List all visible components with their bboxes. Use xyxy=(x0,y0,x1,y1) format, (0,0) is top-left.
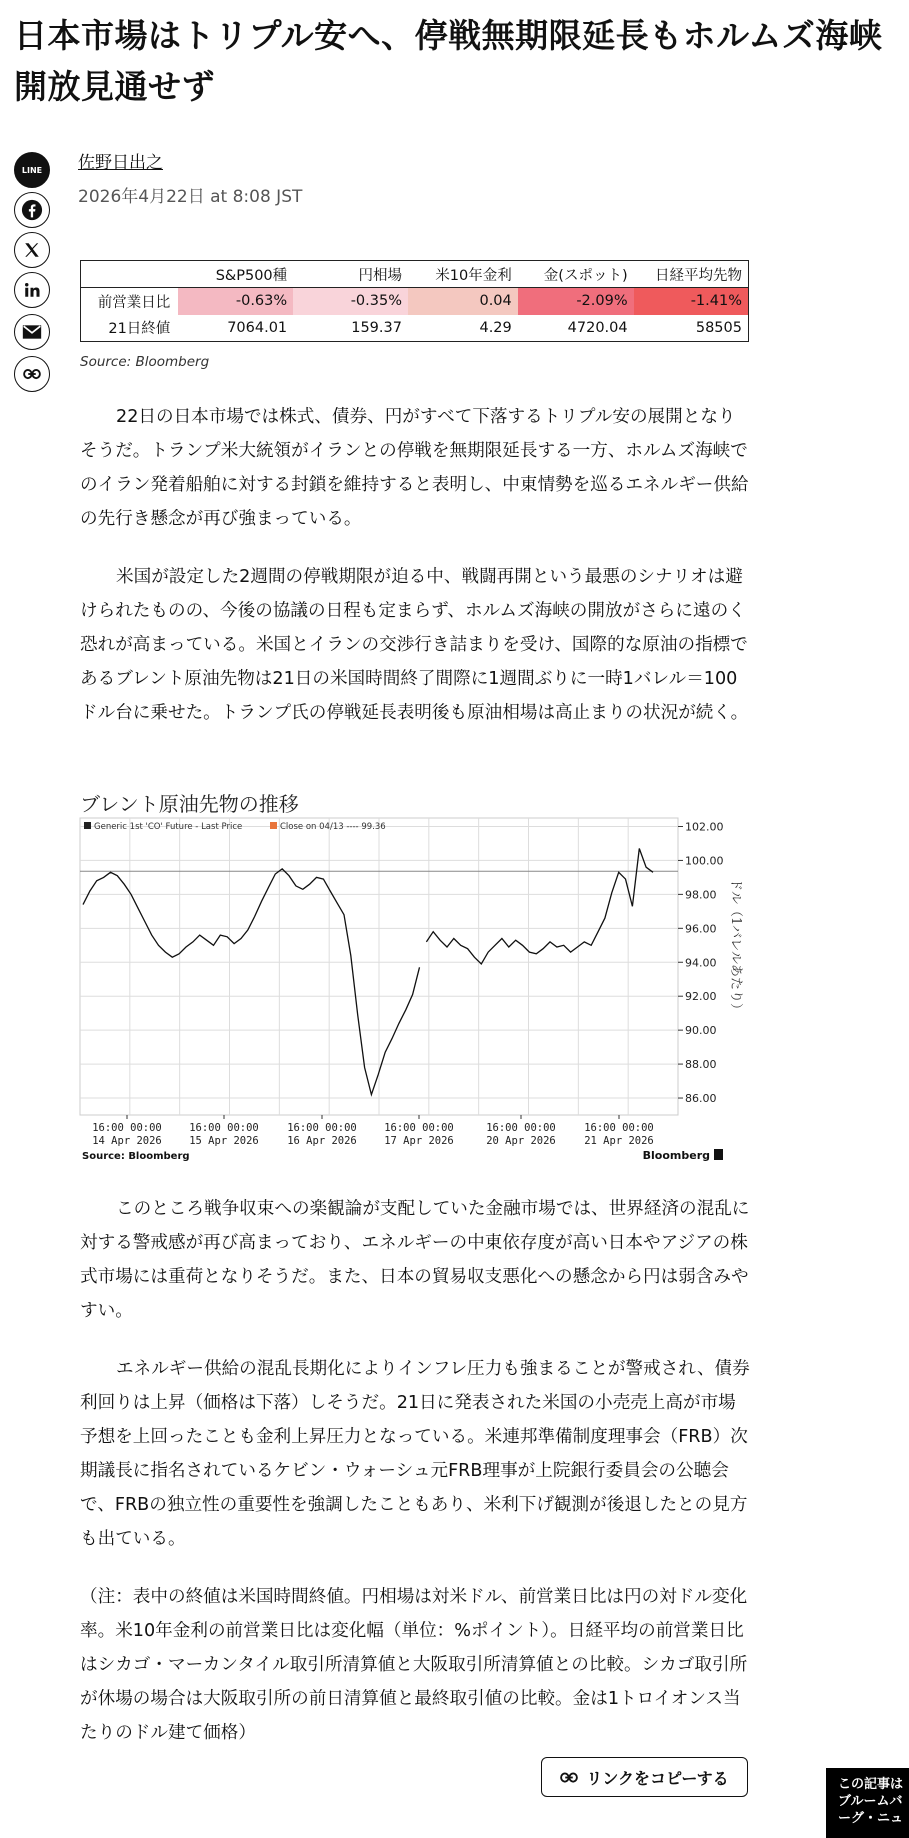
publish-date: 2026年4月22日 at 8:08 JST xyxy=(78,187,303,207)
market-quote-table xyxy=(80,260,749,342)
table-cell: 4.29 xyxy=(479,319,512,336)
table-header: S&P500種 xyxy=(178,261,293,288)
article-paragraph: 22日の日本市場では株式、債券、円がすべて下落するトリプル安の展開となりそうだ。トランプ米大統領がイランとの停戦を無期限延長する一方、ホルムズ海峡でのイラン発着船舶に対する封鎖を維持すると表明し、中東情勢を巡るエネルギー供給の先行き懸念が再び強まっている。 xyxy=(80,407,749,529)
author-link[interactable]: 佐野日出之 xyxy=(78,153,163,173)
share-line-button[interactable] xyxy=(14,152,50,188)
table-cell: -0.63% xyxy=(178,288,293,315)
table-header-row xyxy=(81,261,749,288)
article-paragraph: このところ戦争収束への楽観論が支配していた金融市場では、世界経済の混乱に対する警戒感が再び高まっており、エネルギーの中東依存度が高い日本やアジアの株式市場には重荷となりそうだ。また、日本の貿易収支悪化への懸念から円は弱含みやすい。 xyxy=(80,1199,750,1321)
share-link-button[interactable] xyxy=(14,356,50,392)
table-cell: -0.35% xyxy=(293,288,408,315)
brent-price-chart xyxy=(78,816,748,1169)
share-facebook-button[interactable] xyxy=(14,192,50,228)
y-tick-label: 102.00 xyxy=(685,820,724,834)
linkedin-icon xyxy=(23,281,41,299)
x-tick-time: 16:00 00:00 xyxy=(384,1122,454,1134)
share-email-button[interactable] xyxy=(14,314,50,350)
article-paragraph: 米国が設定した2週間の停戦期限が迫る中、戦闘再開という最悪のシナリオは避けられたものの、今後の協議の日程も定まらず、ホルムズ海峡の開放がさらに遠のく恐れが高まっている。米国とイランの交渉行き詰まりを受け、国際的な原油の指標であるブレント原油先物は21日の米国時間終了間際に1週間ぶりに一時1バレル＝100ドル台に乗せた。トランプ氏の停戦延長表明後も原油相場は高止まりの状況が続く。 xyxy=(80,567,749,723)
x-tick-time: 16:00 00:00 xyxy=(584,1122,654,1134)
x-tick-time: 16:00 00:00 xyxy=(189,1122,259,1134)
table-cell: 4720.04 xyxy=(567,319,628,336)
table-header: 金(スポット) xyxy=(518,261,634,288)
y-tick-label: 98.00 xyxy=(685,888,717,902)
x-tick-date: 17 Apr 2026 xyxy=(384,1135,454,1147)
chart-title: ブレント原油先物の推移 xyxy=(80,792,299,816)
x-tick-time: 16:00 00:00 xyxy=(287,1122,357,1134)
share-linkedin-button[interactable] xyxy=(14,272,50,308)
x-tick-date: 15 Apr 2026 xyxy=(189,1135,259,1147)
y-tick-label: 88.00 xyxy=(685,1058,717,1072)
article-title: 日本市場はトリプル安へ、停戦無期限延長もホルムズ海峡開放見通せず xyxy=(14,16,883,106)
copy-link-button[interactable] xyxy=(541,1757,748,1797)
bloomberg-logo-icon xyxy=(714,1149,723,1160)
facebook-icon xyxy=(21,199,43,221)
table-row-label: 前営業日比 xyxy=(97,294,171,311)
table-cell: 0.04 xyxy=(408,288,518,315)
article-paragraph: エネルギー供給の混乱長期化によりインフレ圧力も強まることが警戒され、債券利回りは上昇（価格は下落）しそうだ。21日に発表された米国の小売売上高が市場予想を上回ったことも金利上昇圧力となっている。米連邦準備制度理事会（FRB）次期議長に指名されているケビン・ウォーシュ元FRB理事が上院銀行委員会の公聴会で、FRBの独立性の重要性を強調したこともあり、米利下げ観測が後退したとの見方も出ている。 xyxy=(80,1359,750,1549)
link-icon xyxy=(23,368,41,380)
x-tick-date: 14 Apr 2026 xyxy=(92,1135,162,1147)
x-tick-time: 16:00 00:00 xyxy=(92,1122,162,1134)
link-icon xyxy=(560,1772,578,1783)
article-note: （注：表中の終値は米国時間終値。円相場は対米ドル、前営業日比は円の対ドル変化率。米10年金利の前営業日比は変化幅（単位：%ポイント）。日経平均の前営業日比はシカゴ・マーカンタイル取引所清算値と大阪取引所清算値との比較。シカゴ取引所が休場の場合は大阪取引所の前日清算値と最終取引値の比較。金は1トロイオンス当たりのドル建て価格） xyxy=(80,1587,748,1743)
x-tick-date: 16 Apr 2026 xyxy=(287,1135,357,1147)
y-tick-label: 100.00 xyxy=(685,854,724,868)
chart-source: Source: Bloomberg xyxy=(82,1151,190,1162)
legend-label: Generic 1st 'CO' Future - Last Price xyxy=(94,822,243,832)
y-tick-label: 94.00 xyxy=(685,956,717,970)
legend-swatch xyxy=(270,822,277,829)
share-x-button[interactable] xyxy=(14,232,50,268)
y-tick-label: 96.00 xyxy=(685,922,717,936)
x-tick-date: 21 Apr 2026 xyxy=(584,1135,654,1147)
email-icon xyxy=(22,324,42,340)
table-source: Source: Bloomberg xyxy=(80,354,210,370)
table-header xyxy=(81,261,179,288)
table-cell: 159.37 xyxy=(351,319,402,336)
copy-link-label: リンクをコピーする xyxy=(586,1768,729,1788)
y-tick-label: 86.00 xyxy=(685,1092,717,1106)
table-row-label: 21日終値 xyxy=(108,321,171,338)
table-row xyxy=(81,315,749,342)
promo-banner[interactable]: この記事は ブルームバ ーグ・ニュ xyxy=(826,1768,909,1838)
table-cell: 7064.01 xyxy=(227,319,288,336)
line-icon: LINE xyxy=(21,165,43,175)
x-icon xyxy=(23,241,41,259)
x-tick-time: 16:00 00:00 xyxy=(486,1122,556,1134)
table-header: 日経平均先物 xyxy=(634,261,749,288)
table-row xyxy=(81,288,749,315)
table-header: 円相場 xyxy=(293,261,408,288)
legend-swatch xyxy=(84,822,91,829)
y-tick-label: 92.00 xyxy=(685,990,717,1004)
chart-brand: Bloomberg xyxy=(642,1149,710,1162)
table-header: 米10年金利 xyxy=(408,261,518,288)
legend-label: Close on 04/13 ---- 99.36 xyxy=(280,822,386,832)
y-tick-label: 90.00 xyxy=(685,1024,717,1038)
x-tick-date: 20 Apr 2026 xyxy=(486,1135,556,1147)
table-cell: 58505 xyxy=(695,319,742,336)
y-axis-label: ドル（1バレルあたり） xyxy=(728,878,743,1016)
table-cell: -2.09% xyxy=(518,288,634,315)
table-cell: -1.41% xyxy=(634,288,749,315)
